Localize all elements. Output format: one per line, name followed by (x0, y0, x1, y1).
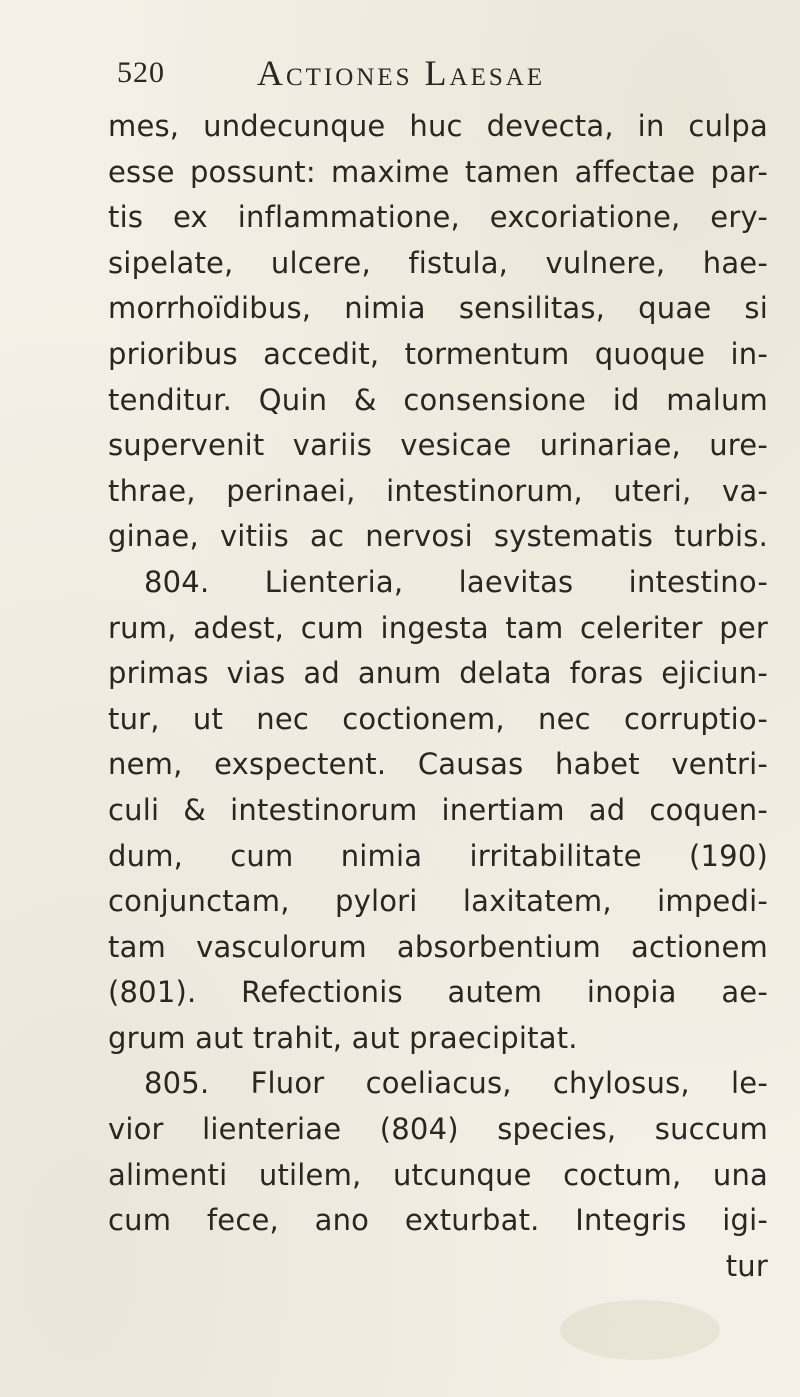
text-line: nem, exspectent. Causas habet ventri- (108, 747, 768, 782)
body-text (108, 104, 768, 1289)
running-head: Actiones Laesae (257, 53, 546, 93)
text-line: morrhoïdibus, nimia sensilitas, quae si (108, 291, 768, 326)
section-805-start: 805. Fluor coeliacus, chylosus, le- (144, 1066, 768, 1101)
text-line: tenditur. Quin & consensione id malum (108, 382, 768, 417)
text-line: tam vasculorum absorbentium actionem (108, 929, 768, 964)
text-line: mes, undecunque huc devecta, in culpa (108, 109, 768, 143)
text-line: dum, cum nimia irritabilitate (190) (108, 838, 768, 873)
text-line: tur, ut nec coctionem, nec corruptio- (108, 701, 768, 736)
text-line: sipelate, ulcere, fistula, vulnere, hae- (108, 245, 768, 280)
text-line: alimenti utilem, utcunque coctum, una (108, 1157, 768, 1192)
text-line: (801). Refectionis autem inopia ae- (108, 975, 768, 1010)
text-line: tis ex inflammatione, excoriatione, ery- (108, 200, 768, 235)
text-line: culi & intestinorum inertiam ad coquen- (108, 792, 768, 827)
text-line: conjunctam, pylori laxitatem, impedi- (108, 884, 768, 919)
text-line: ginae, vitiis ac nervosi systematis turbis. (108, 519, 768, 554)
section-804-start: 804. Lienteria, laevitas intestino- (144, 564, 768, 599)
paper-stain (560, 1300, 720, 1360)
catchword: tur (725, 1248, 768, 1283)
text-line: primas vias ad anum delata foras ejiciun- (108, 656, 768, 691)
text-line: thrae, perinaei, intestinorum, uteri, va- (108, 473, 768, 508)
text-line: rum, adest, cum ingesta tam celeriter per (108, 610, 768, 645)
text-line: cum fece, ano exturbat. Integris igi- (108, 1203, 768, 1238)
text-line: prioribus accedit, tormentum quoque in- (108, 336, 768, 371)
text-line: grum aut trahit, aut praecipitat. (108, 1020, 578, 1055)
page-number: 520 (117, 56, 165, 89)
text-line: supervenit variis vesicae urinariae, ure- (108, 428, 768, 463)
text-line: vior lienteriae (804) species, succum (108, 1112, 768, 1147)
page-header (117, 52, 637, 100)
text-line: esse possunt: maxime tamen affectae par- (108, 154, 768, 189)
